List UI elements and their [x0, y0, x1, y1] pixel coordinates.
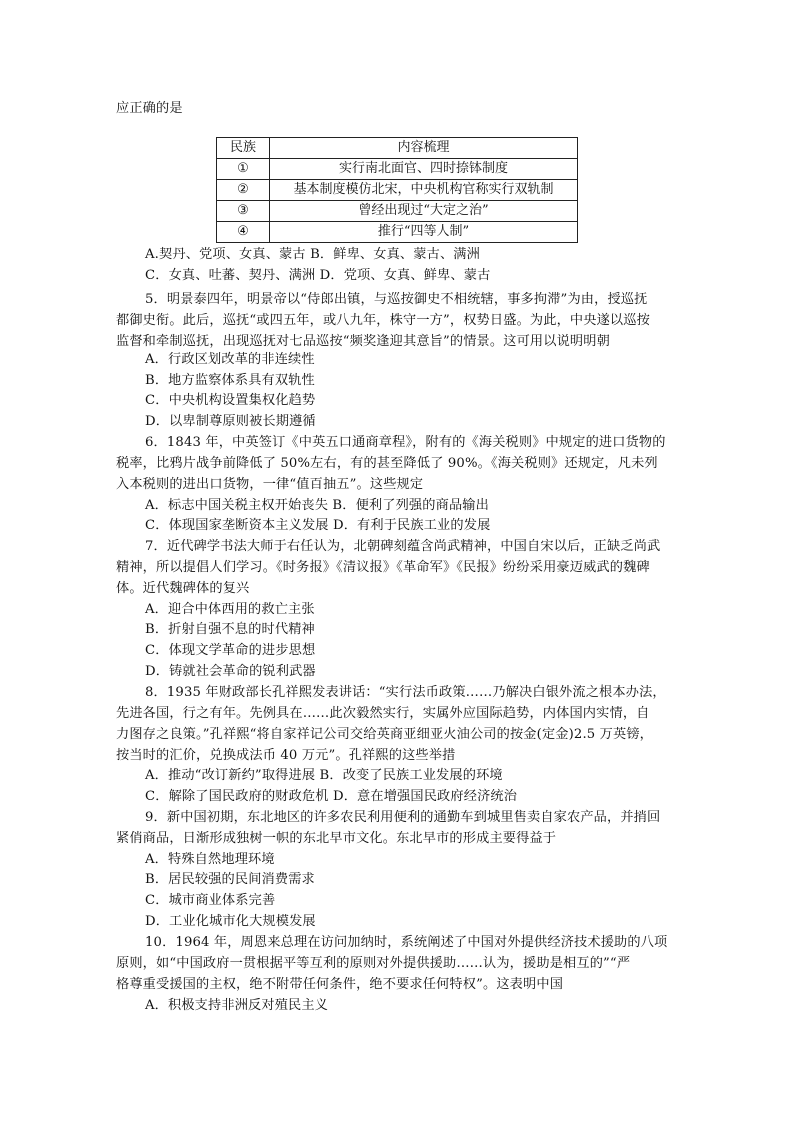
question-text: 都御史衔。此后，巡抚“或四五年，或八九年，株守一方”，权势日盛。为此，中央遂以巡按 [116, 313, 650, 328]
question-text: 原则，如“中国政府一贯根据平等互利的原则对外提供援助……认为，援助是相互的”“严 [116, 956, 631, 971]
table-cell: ④ [217, 222, 270, 243]
question-text: 8．1935 年财政部长孔祥熙发表讲话：“实行法币政策……乃解决白银外流之根本办法， [145, 685, 666, 700]
option-line: B．地方监察体系具有双轨性 [145, 373, 315, 388]
option-line: A.契丹、党项、女真、蒙古 B．鲜卑、女真、蒙古、满洲 [145, 247, 480, 262]
intro-text: 应正确的是 [116, 101, 183, 116]
option-line: A．行政区划改革的非连续性 [145, 352, 315, 367]
option-line: B．居民较强的民间消费需求 [145, 872, 315, 887]
option-line: C．城市商业体系完善 [145, 893, 276, 908]
option-line: C．解除了国民政府的财政危机 D．意在增强国民政府经济统治 [145, 789, 518, 804]
option-line: A．特殊自然地理环境 [145, 852, 275, 867]
question-text: 9．新中国初期，东北地区的许多农民利用便利的通勤车到城里售卖自家农产品，并捎回 [145, 810, 661, 825]
table-header-row [217, 138, 578, 159]
question-text: 5．明景泰四年，明景帝以“侍郎出镇，与巡按御史不相统辖，事多拘滞”为由，授巡抚 [145, 292, 648, 307]
table-row [217, 201, 578, 222]
question-text: 先进各国，行之有年。先例具在……此次毅然实行，实属外应国际趋势，内体国内实情，自 [116, 706, 650, 721]
option-line: B．折射自强不息的时代精神 [145, 622, 315, 637]
option-line: A．推动“改订新约”取得进展 B．改变了民族工业发展的环境 [145, 768, 503, 783]
table-cell: ① [217, 159, 270, 180]
question-text: 入本税则的进出口货物，一律“值百抽五”。这些规定 [116, 477, 424, 492]
table-header-cell: 民族 [217, 138, 270, 159]
table-header-cell: 内容梳理 [270, 138, 578, 159]
ethnic-content-table [216, 137, 578, 243]
table-cell: 实行南北面官、四时捺钵制度 [270, 159, 578, 180]
option-line: A．标志中国关税主权开始丧失 B．便利了列强的商品输出 [145, 498, 489, 513]
option-line: A．积极支持非洲反对殖民主义 [145, 998, 329, 1013]
option-line: C．女真、吐蕃、契丹、满洲 D．党项、女真、鲜卑、蒙古 [145, 268, 491, 283]
option-line: C．体现国家垄断资本主义发展 D．有利于民族工业的发展 [145, 518, 491, 533]
option-line: D．铸就社会革命的锐利武器 [145, 664, 316, 679]
question-text: 监督和牵制巡抚，出现巡抚对七品巡按“频奖逢迎其意旨”的情景。这可用以说明明朝 [116, 334, 610, 349]
table-cell: ③ [217, 201, 270, 222]
question-text: 格尊重受援国的主权，绝不附带任何条件，绝不要求任何特权”。这表明中国 [116, 977, 564, 992]
option-line: C．体现文学革命的进步思想 [145, 643, 316, 658]
table-cell: 基本制度模仿北宋，中央机构官称实行双轨制 [270, 180, 578, 201]
table-cell: 推行“四等人制” [270, 222, 578, 243]
question-text: 体。近代魏碑体的复兴 [116, 581, 250, 596]
table-row [217, 159, 578, 180]
table-cell: 曾经出现过“大定之治” [270, 201, 578, 222]
option-line: D．工业化城市化大规模发展 [145, 914, 316, 929]
question-text: 按当时的汇价，兑换成法币 40 万元”。孔祥熙的这些举措 [116, 748, 456, 763]
table-row [217, 222, 578, 243]
table-row [217, 180, 578, 201]
question-text: 7．近代碑学书法大师于右任认为，北朝碑刻蕴含尚武精神，中国自宋以后，正缺乏尚武 [145, 539, 661, 554]
option-line: D．以卑制尊原则被长期遵循 [145, 414, 316, 429]
question-text: 力图存之良策。”孔祥熙“将自家祥记公司交给英商亚细亚火油公司的按金(定金)2.5 万英镑， [116, 727, 654, 742]
question-text: 紧俏商品，日渐形成独树一帜的东北早市文化。东北早市的形成主要得益于 [116, 831, 557, 846]
question-text: 税率，比鸦片战争前降低了 50%左右，有的甚至降低了 90%。《海关税则》还规定，凡未列 [116, 456, 658, 471]
option-line: A．迎合中体西用的救亡主张 [145, 602, 315, 617]
question-text: 精神，所以提倡人们学习。《时务报》《清议报》《革命军》《民报》纷纷采用豪迈威武的魏碑 [116, 560, 650, 575]
question-text: 10．1964 年，周恩来总理在访问加纳时，系统阐述了中国对外提供经济技术援助的八项 [145, 935, 668, 950]
question-text: 6．1843 年，中英签订《中英五口通商章程》，附有的《海关税则》中规定的进口货物的 [145, 435, 666, 450]
option-line: C．中央机构设置集权化趋势 [145, 393, 316, 408]
table-cell: ② [217, 180, 270, 201]
